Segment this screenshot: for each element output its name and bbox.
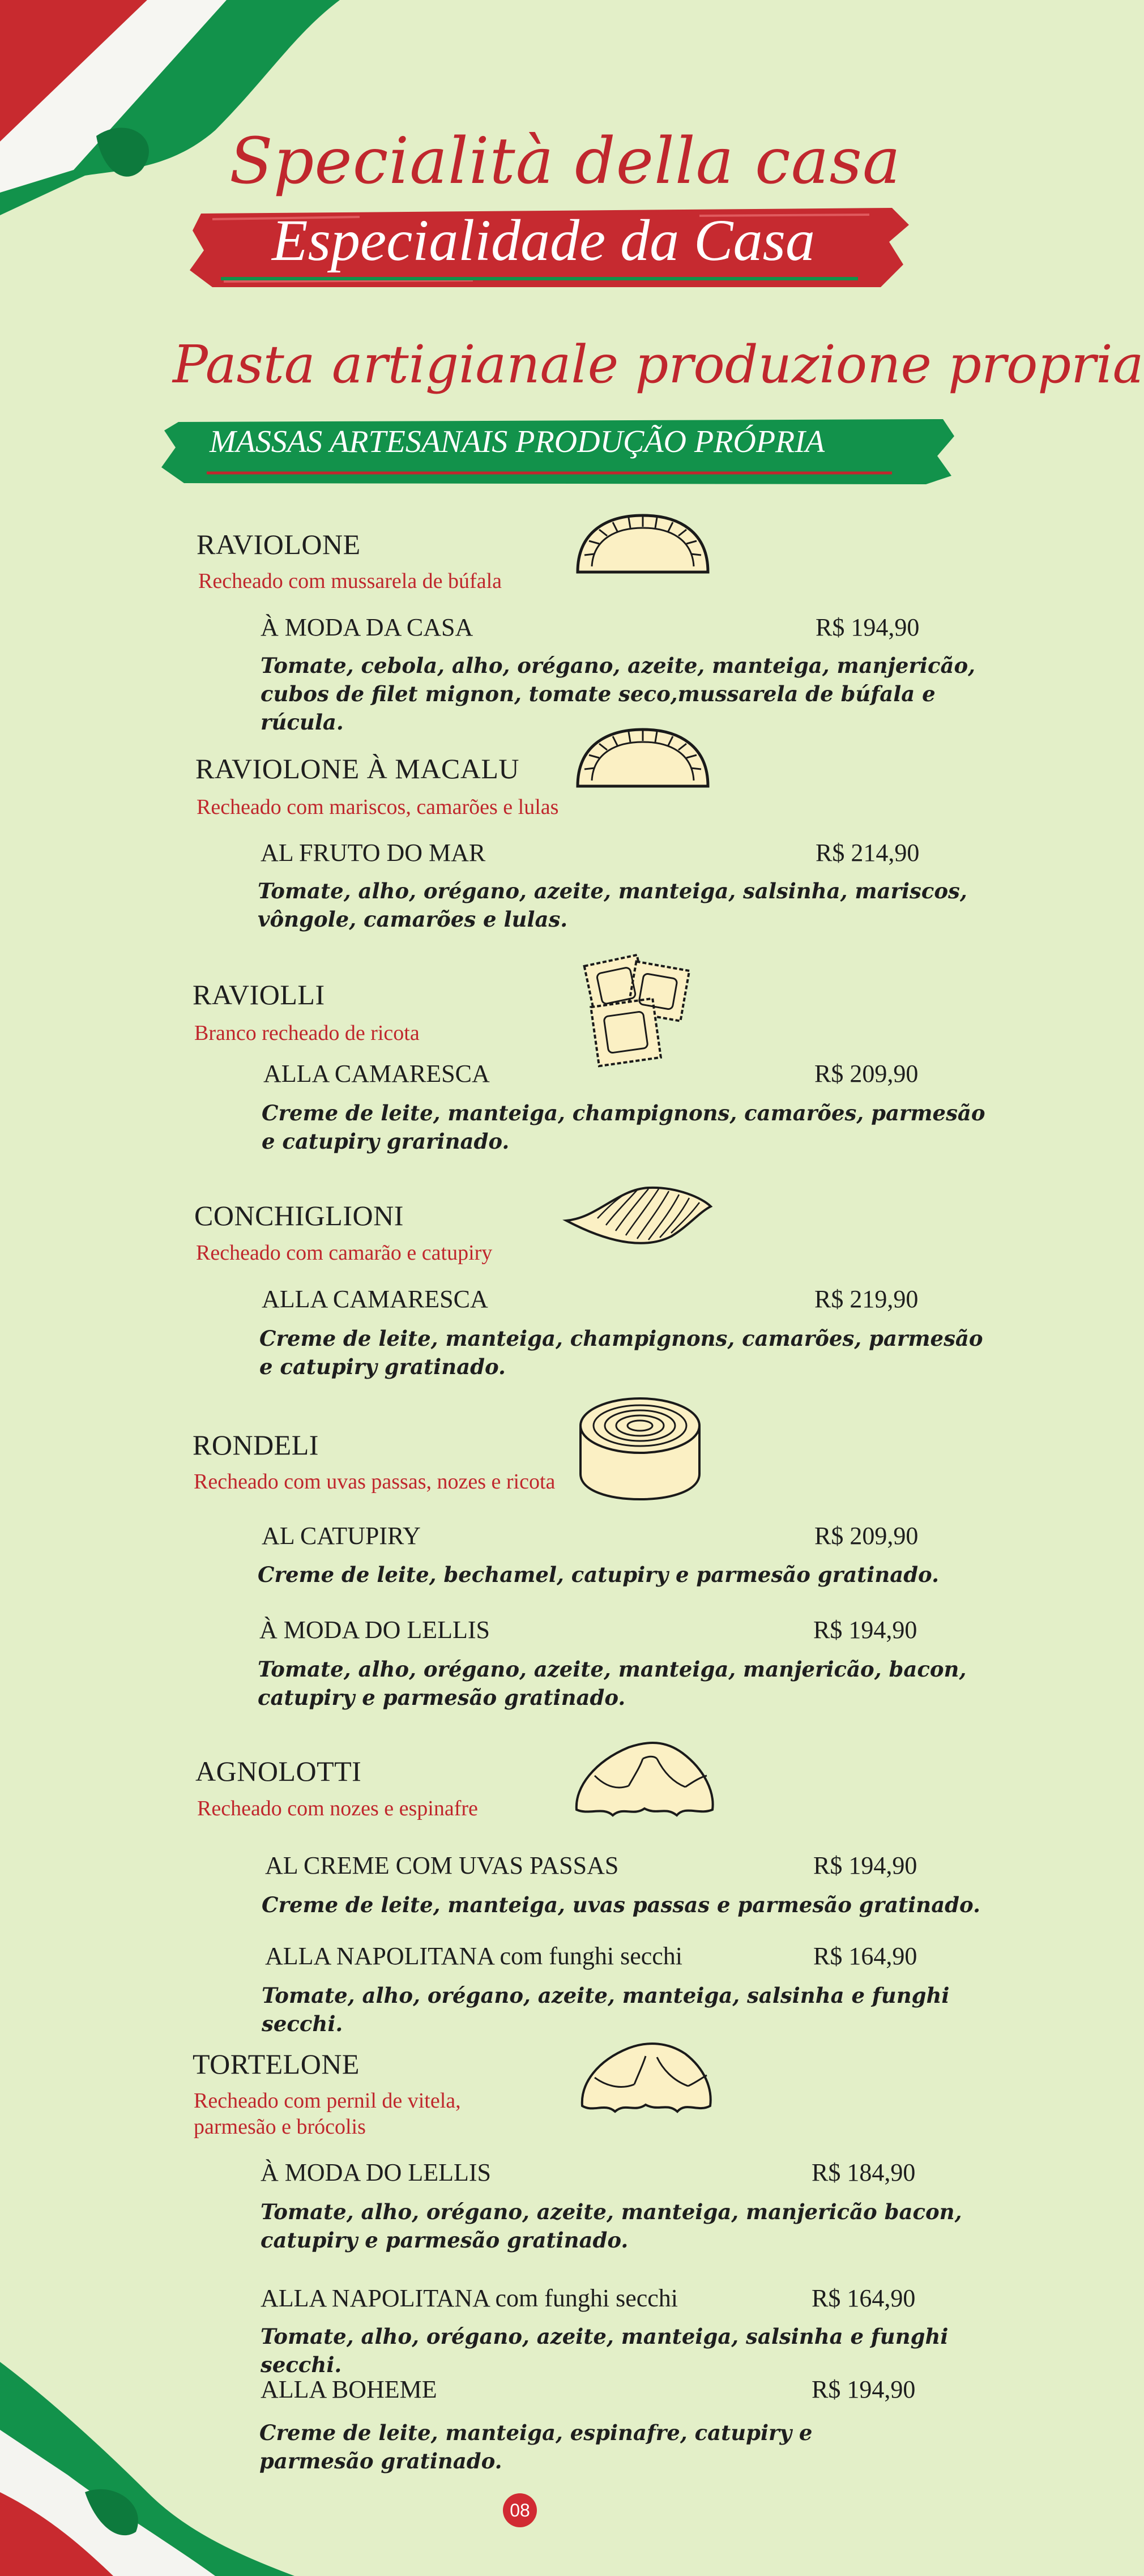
item-ingredients: Creme de leite, manteiga, espinafre, catupiry e parmesão gratinado. — [259, 2420, 813, 2473]
item-name: À MODA DA CASA — [261, 613, 473, 641]
section-title-conchiglioni: CONCHIGLIONI — [194, 1200, 404, 1231]
conchiglioni-icon — [564, 1181, 716, 1252]
tortelone-icon — [578, 2038, 714, 2117]
item-ingredients: Creme de leite, manteiga, uvas passas e parmesão gratinado. — [262, 1892, 980, 1917]
section-title-agnolotti: AGNOLOTTI — [195, 1755, 362, 1787]
item-price: R$ 219,90 — [814, 1285, 919, 1313]
italian-flag-ribbon-bottom — [0, 2362, 294, 2576]
item-ingredients: Tomate, alho, orégano, azeite, manteiga, salsinha e funghi secchi. — [261, 2324, 949, 2377]
item-ingredients: Creme de leite, bechamel, catupiry e parmesão gratinado. — [258, 1562, 939, 1587]
section-title-raviolone: RAVIOLONE — [197, 528, 361, 560]
item-name: À MODA DO LELLIS — [261, 2159, 491, 2186]
subtitle-italian: Pasta artigianale produzione propria — [173, 334, 1144, 395]
rondeli-icon — [575, 1394, 705, 1502]
section-filling-agnolotti: Recheado com nozes e espinafre — [197, 1797, 478, 1820]
item-name: AL CATUPIRY — [262, 1522, 421, 1550]
item-ingredients: Creme de leite, manteiga, champignons, camarões, parmesão e catupiry grarinado. — [262, 1101, 985, 1154]
item-price: R$ 184,90 — [812, 2159, 916, 2186]
item-ingredients: Tomate, alho, orégano, azeite, manteiga, salsinha, mariscos, vôngole, camarões e lulas. — [258, 878, 967, 932]
item-name: AL FRUTO DO MAR — [261, 839, 486, 867]
item-price: R$ 194,90 — [813, 1852, 917, 1879]
item-price: R$ 209,90 — [814, 1060, 919, 1087]
title-italian: Specialità della casa — [229, 125, 901, 198]
page-number: 08 — [503, 2493, 537, 2527]
item-name: ALLA CAMARESCA — [263, 1060, 490, 1087]
item-ingredients: Creme de leite, manteiga, champignons, camarões, parmesão e catupiry gratinado. — [259, 1326, 983, 1379]
item-price: R$ 164,90 — [813, 1942, 917, 1970]
item-name: ALLA NAPOLITANA com funghi secchi — [261, 2284, 678, 2312]
title-portuguese: Especialidade da Casa — [272, 208, 816, 273]
subtitle-portuguese: MASSAS ARTESANAIS PRODUÇÃO PRÓPRIA — [210, 424, 825, 459]
agnolotti-icon — [572, 1736, 716, 1821]
raviolone-icon — [572, 510, 714, 581]
item-ingredients: Tomate, alho, orégano, azeite, manteiga, salsinha e funghi secchi. — [262, 1983, 950, 2036]
section-filling-raviolone-macalu: Recheado com mariscos, camarões e lulas — [197, 795, 559, 819]
section-filling-conchiglioni: Recheado com camarão e catupiry — [196, 1241, 493, 1265]
section-filling-rondeli: Recheado com uvas passas, nozes e ricota — [194, 1470, 556, 1494]
section-title-raviolli: RAVIOLLI — [193, 979, 325, 1010]
item-ingredients: Tomate, alho, orégano, azeite, manteiga, manjericão bacon, catupiry e parmesão gratinado. — [261, 2199, 962, 2253]
item-ingredients: Tomate, alho, orégano, azeite, manteiga, manjericão, bacon, catupiry e parmesão gratinado. — [258, 1657, 967, 1710]
section-title-tortelone: TORTELONE — [193, 2048, 360, 2080]
item-name: ALLA BOHEME — [261, 2375, 437, 2403]
item-price: R$ 164,90 — [812, 2284, 916, 2312]
item-price: R$ 194,90 — [813, 1616, 917, 1644]
item-price: R$ 194,90 — [812, 2375, 916, 2403]
section-filling-raviolli: Branco recheado de ricota — [194, 1021, 420, 1045]
section-filling-tortelone: Recheado com pernil de vitela, parmesão e brócolis — [194, 2089, 461, 2139]
item-name: ALLA NAPOLITANA com funghi secchi — [265, 1942, 683, 1970]
item-price: R$ 194,90 — [816, 613, 920, 641]
section-filling-raviolone: Recheado com mussarela de búfala — [198, 569, 502, 593]
item-price: R$ 214,90 — [816, 839, 920, 867]
section-title-raviolone-macalu: RAVIOLONE À MACALU — [195, 753, 519, 784]
item-name: AL CREME COM UVAS PASSAS — [265, 1852, 619, 1879]
raviolone-icon — [572, 724, 714, 795]
item-price: R$ 209,90 — [814, 1522, 919, 1550]
item-name: ALLA CAMARESCA — [262, 1285, 488, 1313]
section-title-rondeli: RONDELI — [193, 1429, 319, 1461]
item-name: À MODA DO LELLIS — [259, 1616, 490, 1644]
item-ingredients: Tomate, cebola, alho, orégano, azeite, manteiga, manjericão, cubos de filet mignon, tomate seco,mussarela de búfala e rúcula. — [261, 653, 976, 735]
ravioli-icon — [572, 949, 702, 1076]
